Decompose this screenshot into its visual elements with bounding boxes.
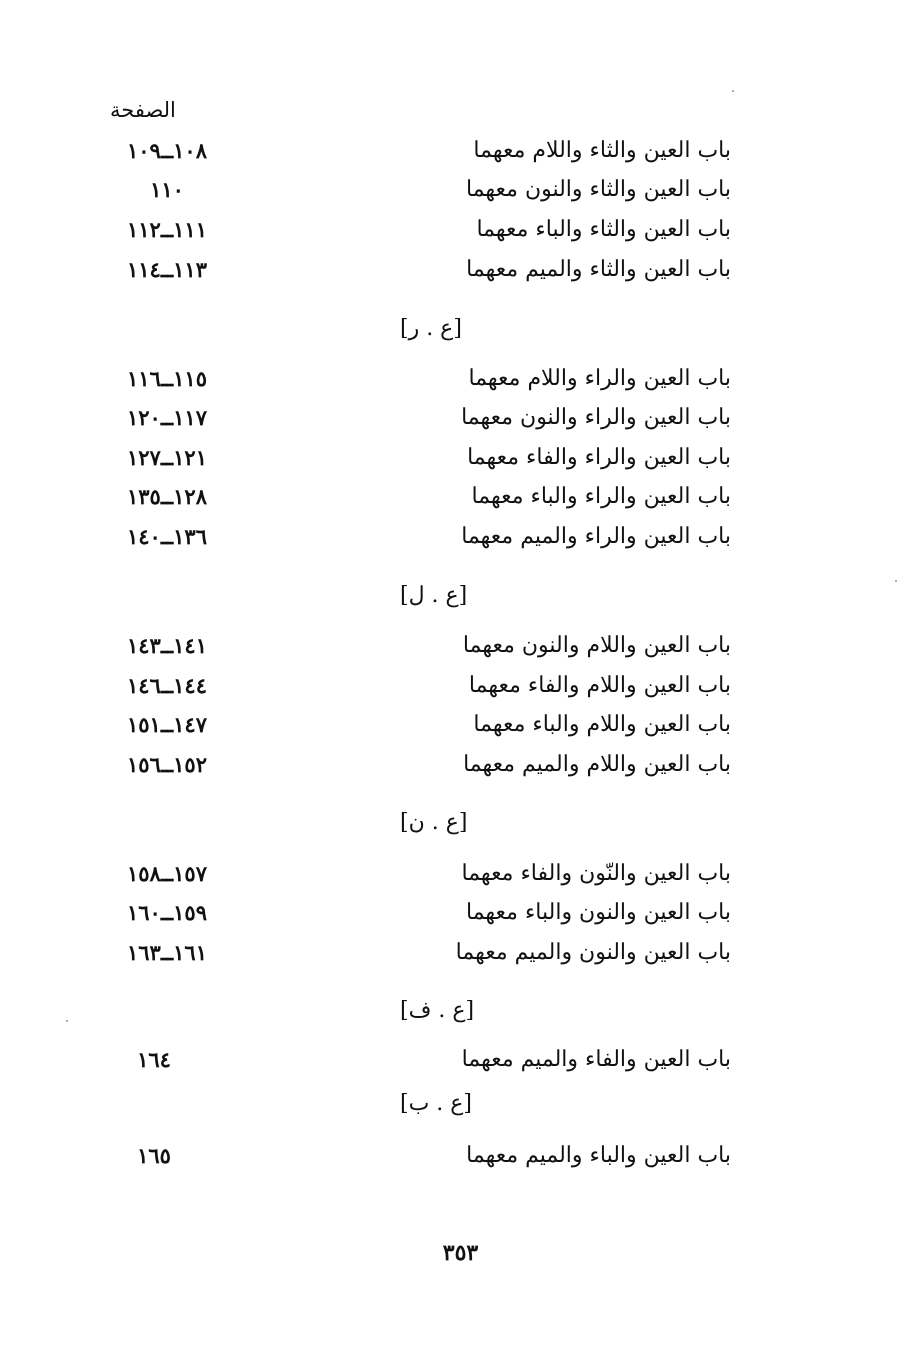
section-heading: [ع . ر] [400, 316, 462, 341]
entry-pages: ١٤٧ــ١٥١ [127, 712, 207, 737]
entry-title: باب العين واللام والباء معهما [473, 712, 731, 737]
entry-pages: ١٤٤ــ١٤٦ [127, 673, 207, 698]
entry-pages: ١٦١ــ١٦٣ [127, 940, 207, 965]
entry-title: باب العين والنون والباء معهما [465, 900, 731, 925]
entry-title: باب العين واللام والفاء معهما [468, 673, 731, 698]
toc-entry [0, 441, 921, 475]
entry-title: باب العين والثاء والنون معهما [465, 177, 731, 202]
page-column-label: الصفحة [110, 98, 176, 122]
toc-entry [0, 520, 921, 554]
toc-entry [0, 362, 921, 396]
entry-title: باب العين والباء والميم معهما [466, 1143, 731, 1168]
entry-title: باب العين والراء والميم معهما [461, 524, 731, 549]
entry-pages: ١٢١ــ١٢٧ [127, 445, 207, 470]
entry-pages: ١٢٨ــ١٣٥ [127, 484, 207, 509]
section-heading: [ع . ف] [400, 998, 475, 1023]
toc-entry [0, 401, 921, 435]
entry-title: باب العين والثاء واللام معهما [473, 138, 731, 163]
entry-pages: ١١٠ [150, 177, 184, 202]
toc-entry [0, 748, 921, 782]
entry-pages: ١٤١ــ١٤٣ [127, 633, 207, 658]
entry-pages: ١٦٥ [137, 1143, 171, 1168]
toc-entry [0, 669, 921, 703]
entry-title: باب العين والثاء والميم معهما [466, 257, 731, 282]
page-number: ٣٥٣ [442, 1240, 479, 1266]
entry-pages: ١٠٨ــ١٠٩ [127, 138, 207, 163]
entry-title: باب العين والثاء والباء معهما [476, 217, 731, 242]
entry-pages: ١١٣ــ١١٤ [127, 257, 207, 282]
section-heading: [ع . ب] [400, 1091, 472, 1116]
scan-speck [66, 1020, 68, 1022]
entry-pages: ١١١ــ١١٢ [127, 217, 207, 242]
entry-title: باب العين والراء واللام معهما [468, 366, 731, 391]
entry-title: باب العين والراء والفاء معهما [467, 445, 731, 470]
toc-entry [0, 857, 921, 891]
entry-title: باب العين والراء والنون معهما [461, 405, 731, 430]
toc-entry [0, 173, 921, 207]
scan-speck [895, 580, 897, 582]
section-heading: [ع . ن] [400, 810, 468, 835]
entry-title: باب العين والراء والباء معهما [471, 484, 731, 509]
section-heading: [ع . ل] [400, 583, 468, 608]
entry-title: باب العين واللام والميم معهما [463, 752, 731, 777]
toc-entry [0, 253, 921, 287]
toc-entry [0, 1139, 921, 1173]
entry-pages: ١٥٩ــ١٦٠ [127, 900, 207, 925]
entry-pages: ١١٧ــ١٢٠ [127, 405, 207, 430]
scan-speck [732, 90, 734, 92]
toc-entry [0, 480, 921, 514]
toc-entry [0, 708, 921, 742]
entry-title: باب العين والفاء والميم معهما [461, 1047, 731, 1072]
entry-pages: ١١٥ــ١١٦ [127, 366, 207, 391]
entry-pages: ١٥٧ــ١٥٨ [127, 861, 207, 886]
entry-pages: ١٣٦ــ١٤٠ [127, 524, 207, 549]
entry-title: باب العين والنون والميم معهما [455, 940, 731, 965]
entry-title: باب العين واللام والنون معهما [462, 633, 731, 658]
entry-pages: ١٥٢ــ١٥٦ [127, 752, 207, 777]
toc-entry [0, 1043, 921, 1077]
entry-pages: ١٦٤ [137, 1047, 171, 1072]
entry-title: باب العين والنّون والفاء معهما [461, 861, 731, 886]
toc-entry [0, 134, 921, 168]
toc-entry [0, 936, 921, 970]
toc-entry [0, 629, 921, 663]
toc-entry [0, 896, 921, 930]
toc-entry [0, 213, 921, 247]
